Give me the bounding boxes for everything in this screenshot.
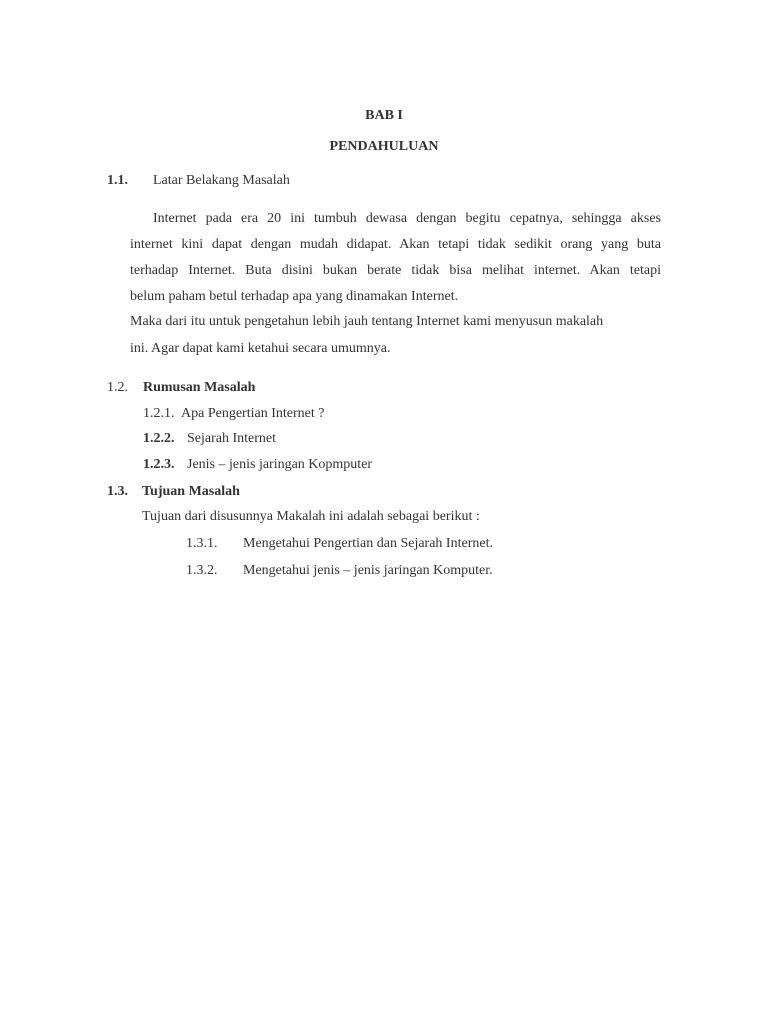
list-item-text: Mengetahui jenis – jenis jaringan Komputer. <box>243 563 493 578</box>
paragraph-line: belum paham betul terhadap apa yang dinamakan Internet. <box>130 289 459 304</box>
section-1-3-number: 1.3. <box>107 484 128 499</box>
section-1-1-title: Latar Belakang Masalah <box>153 173 290 188</box>
list-item-number: 1.2.2. <box>143 431 175 446</box>
section-1-2-number: 1.2. <box>107 380 128 395</box>
section-1-3-intro: Tujuan dari disusunnya Makalah ini adalah sebagai berikut : <box>142 509 480 524</box>
list-item-number: 1.3.1. <box>186 536 218 551</box>
paragraph-line: internet kini dapat dengan mudah didapat. Akan tetapi tidak sedikit orang yang buta <box>130 237 661 252</box>
section-1-2-title: Rumusan Masalah <box>143 380 256 395</box>
list-item-text: Mengetahui Pengertian dan Sejarah Internet. <box>243 536 493 551</box>
list-item-text: Apa Pengertian Internet ? <box>181 406 325 421</box>
section-1-3-title: Tujuan Masalah <box>142 484 240 499</box>
paragraph-line: ini. Agar dapat kami ketahui secara umumnya. <box>130 341 391 356</box>
paragraph-line: Maka dari itu untuk pengetahun lebih jauh tentang Internet kami menyusun makalah <box>130 314 604 329</box>
list-item-number: 1.2.1. <box>143 406 175 421</box>
paragraph-line: terhadap Internet. Buta disini bukan berate tidak bisa melihat internet. Akan tetapi <box>130 263 661 278</box>
list-item-number: 1.3.2. <box>186 563 218 578</box>
chapter-label: BAB I <box>365 108 403 123</box>
list-item-number: 1.2.3. <box>143 457 175 472</box>
list-item-text: Jenis – jenis jaringan Kopmputer <box>187 457 373 472</box>
paragraph-line: Internet pada era 20 ini tumbuh dewasa dengan begitu cepatnya, sehingga akses <box>153 211 661 226</box>
list-item-text: Sejarah Internet <box>187 431 277 446</box>
section-1-1-number: 1.1. <box>107 173 128 188</box>
chapter-title: PENDAHULUAN <box>329 139 439 154</box>
